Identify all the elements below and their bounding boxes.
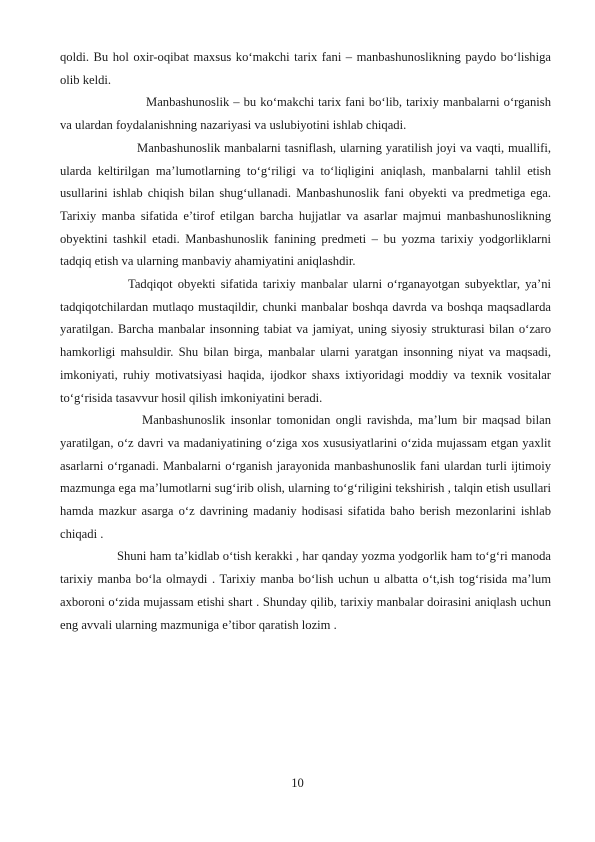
paragraph-1: qoldi. Bu hol oxir-oqibat maxsus ko‘makchi tarix fani – manbashunoslikning paydo bo‘lishiga olib keldi. xyxy=(60,50,551,87)
paragraph-2: Manbashunoslik – bu ko‘makchi tarix fani bo‘lib, tarixiy manbalarni o‘rganish va ulardan foydalanishning nazariyasi va uslubiyotini ishlab chiqadi. xyxy=(60,95,551,133)
paragraph-3: Manbashunoslik manbalarni tasniflash, ularning yaratilish joyi va vaqti, muallifi, ularda keltirilgan ma’lumotlarning to‘g‘riligi va to‘liqligini aniqlash, manbalarni tahlil etish usullarini ishlab chiqish bilan shug‘ullanadi. Manbashunoslik fani obyekti va predmetiga ega. Tarixiy manba sifatida e’tirof etilgan barcha hujjatlar va asarlar majmui manbashunoslikning obyektini tashkil etadi. Manbashunoslik fanining predmeti – bu yozma tarixiy yodgorliklarni tadqiq etish va ularning manbaviy ahamiyatini aniqlashdir. xyxy=(60,140,551,269)
paragraph-4: Tadqiqot obyekti sifatida tarixiy manbalar ularni o‘rganayotgan subyektlar, ya’ni tadqiqotchilardan mutlaqo mustaqildir, chunki manbalar boshqa davrda va boshqa maqsadlarda yaratilgan. Barcha manbalar insonning tabiat va jamiyat, uning siyosiy strukturasi bilan o‘zaro hamkorligi mahsuldir. Shu bilan birga, manbalar ularni yaratgan insonning niyat va maqsadi, imkoniyati, ruhiy motivatsiyasi haqida, ijodkor shaxs ixtiyoridagi moddiy va texnik vositalar to‘g‘risida tasavvur hosil qilish imkoniyatini beradi. xyxy=(60,277,551,405)
page-number: 10 xyxy=(291,776,304,790)
paragraph-5: Manbashunoslik insonlar tomonidan ongli ravishda, ma’lum bir maqsad bilan yaratilgan, o‘z davri va madaniyatining o‘ziga xos xususiyatlarini o‘zida mujassam etgan yaxlit asarlarni o‘rganadi. Manbalarni o‘rganish jarayonida manbashunoslik fani ulardan turli ijtimoiy mazmunga ega ma’lumotlarni sug‘irib olish, ularning to‘g‘riligini tekshirish , talqin etish usullari hamda mazkur asarga o‘z davrining madaniy hodisasi sifatida baho berish mezonlarini ishlab chiqadi . xyxy=(60,413,551,541)
paragraph-6: Shuni ham ta’kidlab o‘tish kerakki , har qanday yozma yodgorlik ham to‘g‘ri manoda tarixiy manba bo‘la olmaydi . Tarixiy manba bo‘lish uchun u albatta o‘t,ish tog‘risida ma’lum axboroni o‘zida mujassam etishi shart . Shunday qilib, tarixiy manbalar doirasini aniqlash uchun eng avvali ularning mazmuniga e’tibor qaratish lozim . xyxy=(60,549,551,632)
document-body xyxy=(60,46,551,636)
